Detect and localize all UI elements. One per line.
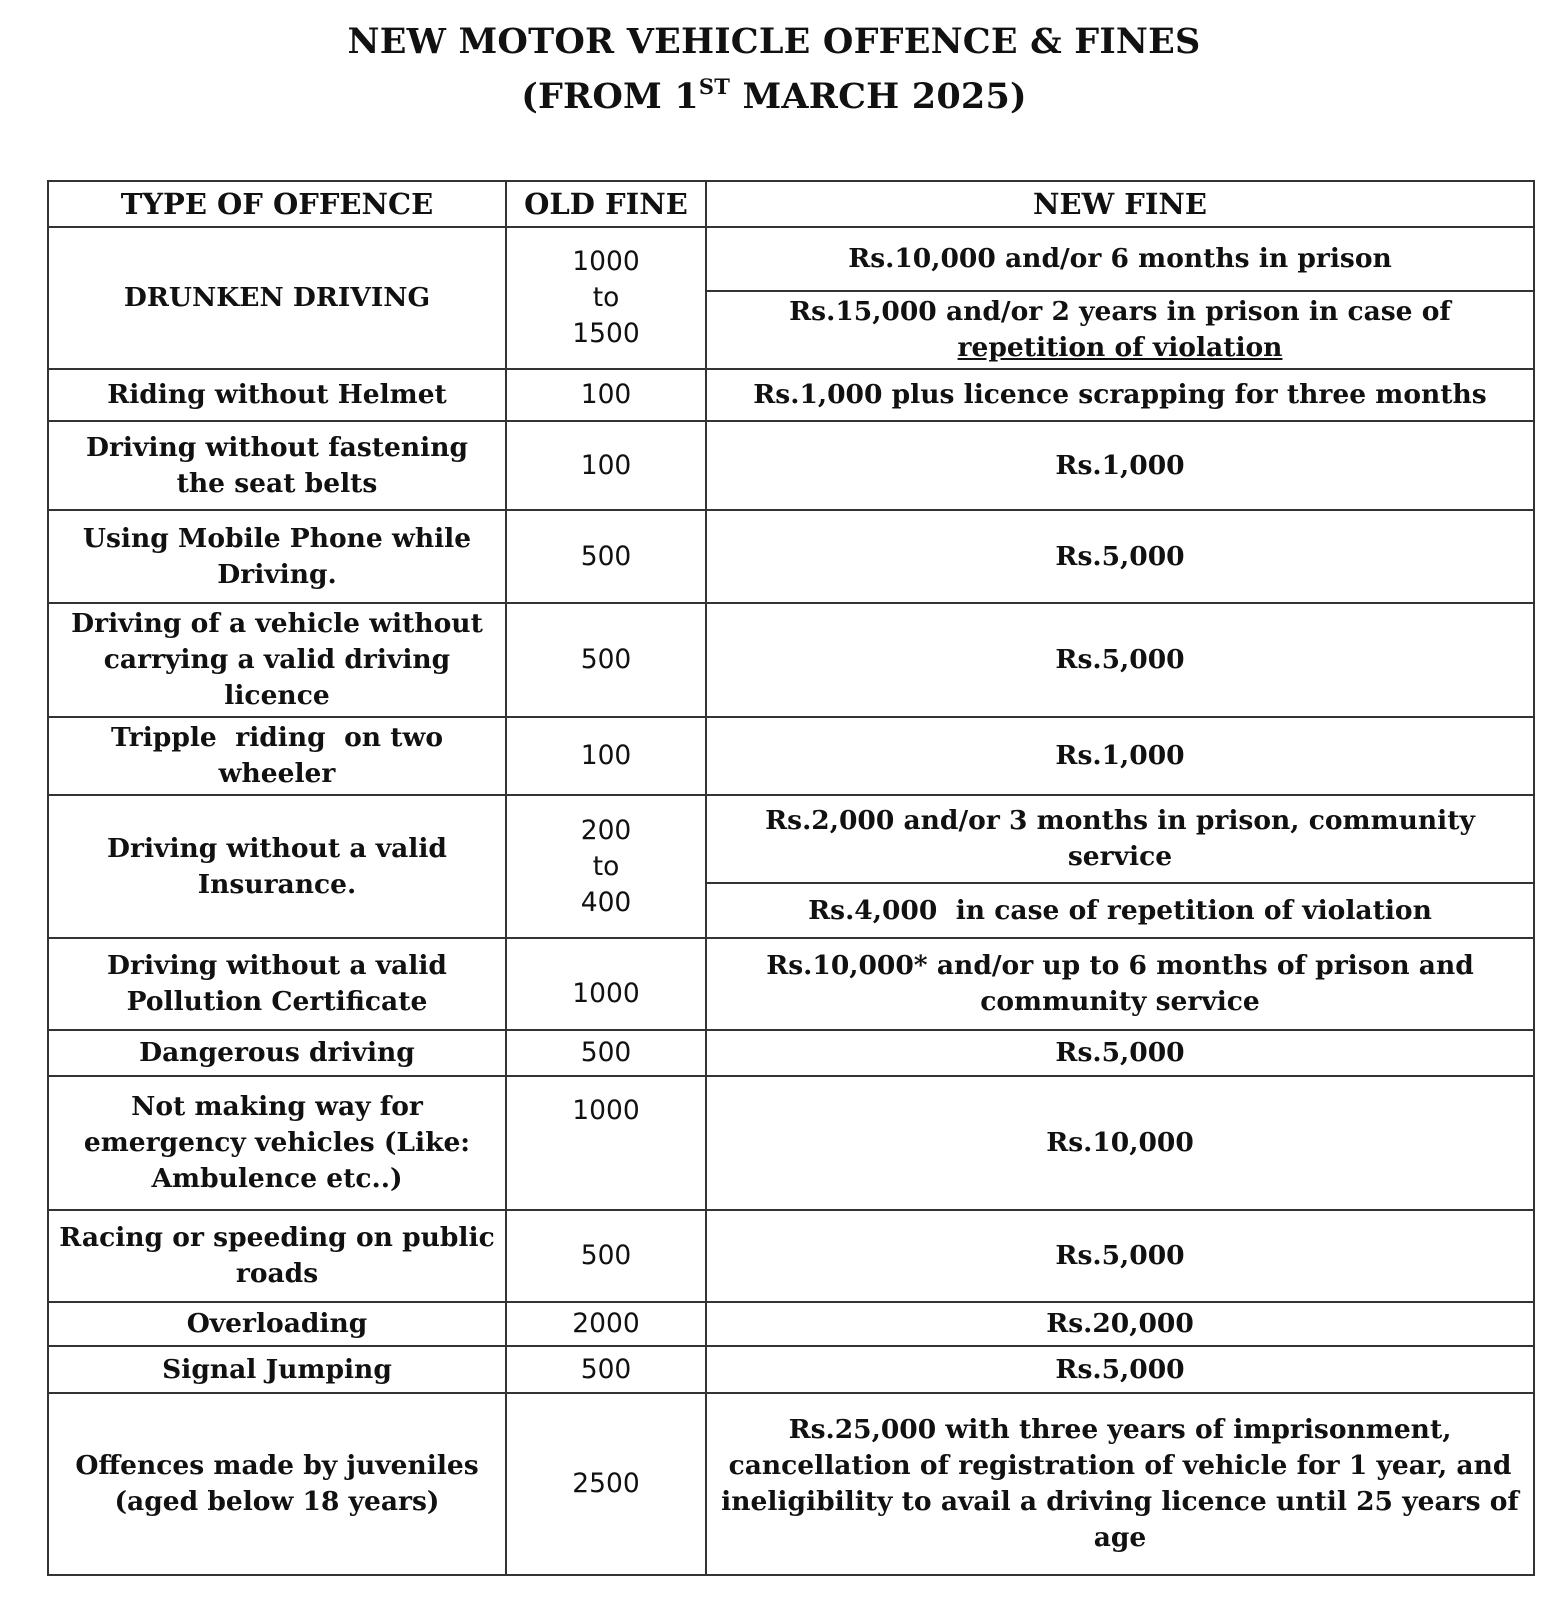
offence-cell: Racing or speeding on public roads — [48, 1210, 506, 1302]
old-fine-line: 1000 — [572, 246, 640, 277]
new-fine-cell: Rs.4,000 in case of repetition of violation — [706, 883, 1534, 938]
old-fine-cell: 2500 — [506, 1393, 706, 1575]
header-old-fine: OLD FINE — [506, 181, 706, 227]
old-fine-cell — [506, 795, 706, 938]
old-fine-cell: 100 — [506, 369, 706, 421]
offence-cell: Dangerous driving — [48, 1030, 506, 1076]
title-date-ordinal: ST — [698, 74, 731, 99]
old-fine-cell: 100 — [506, 421, 706, 510]
new-fine-cell: Rs.5,000 — [706, 510, 1534, 603]
offence-cell: Driving without a valid Pollution Certificate — [48, 938, 506, 1030]
new-fine-line: Rs.15,000 and/or 2 years in prison in case of — [789, 296, 1451, 327]
table-row — [48, 1076, 1534, 1210]
new-fine-cell: Rs.20,000 — [706, 1302, 1534, 1346]
offence-cell: Tripple riding on two wheeler — [48, 717, 506, 795]
new-fine-cell: Rs.10,000 — [706, 1076, 1534, 1210]
old-fine-cell: 2000 — [506, 1302, 706, 1346]
old-fine-cell: 1000 — [506, 1076, 706, 1210]
new-fine-line: repetition of violation — [957, 332, 1283, 363]
new-fine-cell: Rs.1,000 — [706, 421, 1534, 510]
old-fine-cell: 1000 — [506, 938, 706, 1030]
header-new-fine: NEW FINE — [706, 181, 1534, 227]
table-row — [48, 603, 1534, 717]
title-line-1: NEW MOTOR VEHICLE OFFENCE & FINES — [347, 21, 1201, 62]
title-date-suffix: MARCH 2025) — [730, 76, 1027, 117]
new-fine-cell: Rs.1,000 — [706, 717, 1534, 795]
new-fine-cell: Rs.10,000* and/or up to 6 months of prison and community service — [706, 938, 1534, 1030]
old-fine-line: to — [592, 282, 620, 313]
offence-cell: Overloading — [48, 1302, 506, 1346]
offence-cell: Driving without a valid Insurance. — [48, 795, 506, 938]
new-fine-cell — [706, 291, 1534, 369]
new-fine-cell: Rs.5,000 — [706, 603, 1534, 717]
table-row — [48, 1030, 1534, 1076]
offence-cell: Signal Jumping — [48, 1346, 506, 1393]
old-fine-cell: 100 — [506, 717, 706, 795]
fines-table — [47, 180, 1535, 1576]
table-row — [48, 938, 1534, 1030]
table-row — [48, 1210, 1534, 1302]
old-fine-cell: 500 — [506, 1030, 706, 1076]
new-fine-cell: Rs.10,000 and/or 6 months in prison — [706, 227, 1534, 291]
old-fine-cell: 500 — [506, 510, 706, 603]
new-fine-cell: Rs.2,000 and/or 3 months in prison, community service — [706, 795, 1534, 883]
offence-cell: Not making way for emergency vehicles (Like: Ambulence etc..) — [48, 1076, 506, 1210]
new-fine-cell: Rs.5,000 — [706, 1030, 1534, 1076]
old-fine-cell: 500 — [506, 1346, 706, 1393]
new-fine-cell: Rs.25,000 with three years of imprisonment, cancellation of registration of vehicle for 1 year, and ineligibility to avail a driving licence until 25 years of age — [706, 1393, 1534, 1575]
table-row — [48, 795, 1534, 883]
table-row — [48, 421, 1534, 510]
table-row — [48, 369, 1534, 421]
new-fine-cell: Rs.1,000 plus licence scrapping for three months — [706, 369, 1534, 421]
table-row — [48, 1302, 1534, 1346]
old-fine-line: 400 — [580, 886, 632, 918]
header-type-of-offence: TYPE OF OFFENCE — [48, 181, 506, 227]
new-fine-cell: Rs.5,000 — [706, 1346, 1534, 1393]
table-row — [48, 1393, 1534, 1575]
old-fine-cell: 500 — [506, 1210, 706, 1302]
old-fine-line: to — [592, 850, 620, 882]
title-date-prefix: (FROM 1 — [521, 76, 699, 117]
old-fine-cell: 500 — [506, 603, 706, 717]
table-row — [48, 717, 1534, 795]
offence-cell: Offences made by juveniles (aged below 18 years) — [48, 1393, 506, 1575]
offence-cell: Driving of a vehicle without carrying a valid driving licence — [48, 603, 506, 717]
old-fine-cell — [506, 227, 706, 369]
offence-cell: Using Mobile Phone while Driving. — [48, 510, 506, 603]
table-row — [48, 1346, 1534, 1393]
old-fine-line: 1500 — [572, 318, 640, 349]
offence-cell: Driving without fastening the seat belts — [48, 421, 506, 510]
table-row — [48, 227, 1534, 291]
table-header-row — [48, 181, 1534, 227]
offence-cell: Riding without Helmet — [48, 369, 506, 421]
offence-cell: DRUNKEN DRIVING — [48, 227, 506, 369]
title-line-2 — [0, 69, 1548, 124]
old-fine-line: 200 — [580, 814, 632, 846]
table-row — [48, 510, 1534, 603]
new-fine-cell: Rs.5,000 — [706, 1210, 1534, 1302]
page-title — [0, 14, 1548, 124]
